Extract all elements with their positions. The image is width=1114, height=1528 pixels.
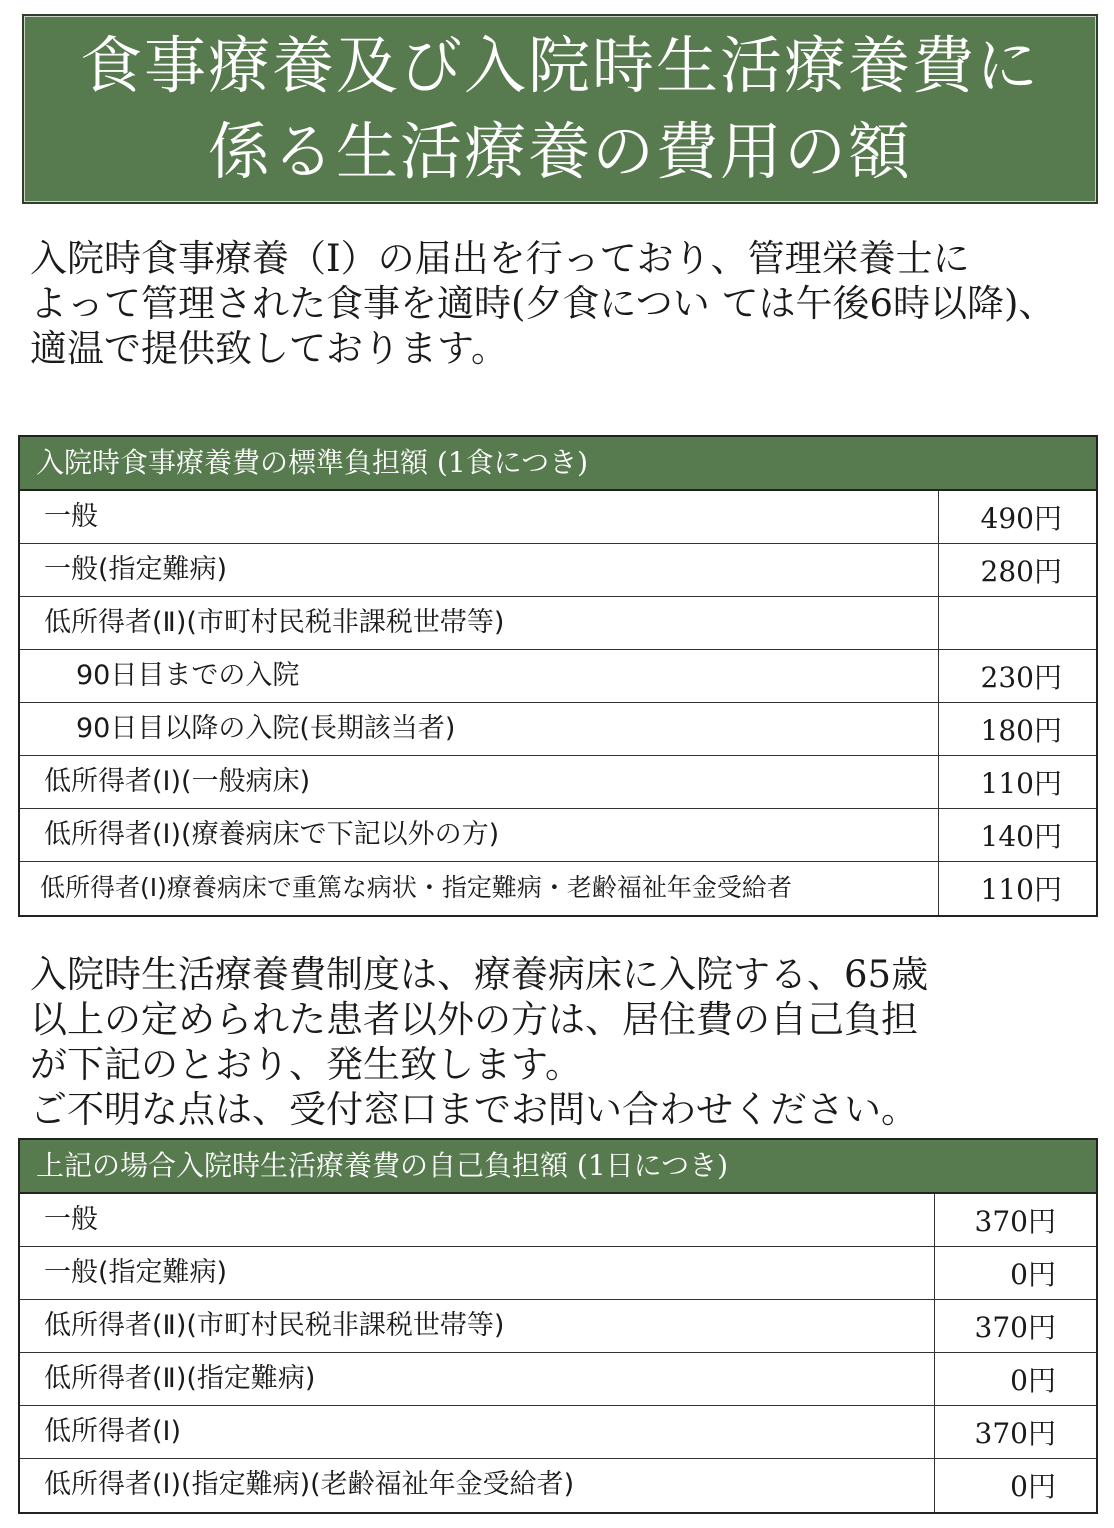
table-row <box>20 1300 1096 1353</box>
row-label: 低所得者(Ⅰ)療養病床で重篤な病状・指定難病・老齢福祉年金受給者 <box>40 873 792 902</box>
table-row <box>20 544 1096 597</box>
row-label: 低所得者(Ⅱ)(市町村民税非課税世帯等) <box>44 607 505 638</box>
row-label: 一般(指定難病) <box>44 554 228 585</box>
row-label: 低所得者(Ⅰ)(指定難病)(老齢福祉年金受給者) <box>44 1469 575 1500</box>
table-row <box>20 1459 1096 1512</box>
title-line-1: 食事療養及び入院時生活療養費に <box>79 29 1040 102</box>
intro-line: 適温で提供致しております。 <box>30 327 509 370</box>
row-label: 一般(指定難病) <box>44 1257 228 1288</box>
row-value: 140円 <box>938 809 1096 861</box>
row-value <box>938 597 1096 649</box>
row-value: 230円 <box>938 650 1096 702</box>
living-cost-table-header: 上記の場合入院時生活療養費の自己負担額 (1日につき) <box>20 1140 1096 1194</box>
title-banner <box>22 14 1098 204</box>
row-label: 90日目までの入院 <box>76 660 300 691</box>
table-row <box>20 862 1096 915</box>
row-label: 低所得者(Ⅰ) <box>44 1416 182 1447</box>
row-value: 110円 <box>938 862 1096 915</box>
paragraph-line: ご不明な点は、受付窓口までお問い合わせください。 <box>30 1088 918 1131</box>
table-row <box>20 650 1096 703</box>
row-value: 370円 <box>934 1406 1096 1458</box>
intro-line: よって管理された食事を適時(夕食につい ては午後6時以降)、 <box>30 282 1056 325</box>
living-cost-table <box>18 1138 1098 1514</box>
row-label: 一般 <box>44 1204 98 1235</box>
row-label: 低所得者(Ⅱ)(指定難病) <box>44 1363 316 1394</box>
row-value: 280円 <box>938 544 1096 596</box>
table-row <box>20 1406 1096 1459</box>
row-label: 低所得者(Ⅱ)(市町村民税非課税世帯等) <box>44 1310 505 1341</box>
table-row <box>20 1194 1096 1247</box>
row-label: 一般 <box>44 501 98 532</box>
row-label: 90日目以降の入院(長期該当者) <box>76 713 456 744</box>
table-row <box>20 703 1096 756</box>
living-cost-paragraph <box>30 952 928 1132</box>
paragraph-line: が下記のとおり、発生致します。 <box>30 1043 583 1086</box>
meal-cost-table-header: 入院時食事療養費の標準負担額 (1食につき) <box>20 437 1096 491</box>
table-row <box>20 1353 1096 1406</box>
row-value: 0円 <box>934 1353 1096 1405</box>
meal-cost-table <box>18 435 1098 917</box>
row-value: 180円 <box>938 703 1096 755</box>
paragraph-line: 以上の定められた患者以外の方は、居住費の自己負担 <box>30 998 918 1041</box>
row-label: 低所得者(Ⅰ)(療養病床で下記以外の方) <box>44 819 500 850</box>
row-value: 370円 <box>934 1300 1096 1352</box>
row-value: 0円 <box>934 1247 1096 1299</box>
title-line-2: 係る生活療養の費用の額 <box>207 115 912 188</box>
table-row <box>20 1247 1096 1300</box>
table-row <box>20 491 1096 544</box>
row-value: 490円 <box>938 491 1096 543</box>
table-row <box>20 597 1096 650</box>
table-row <box>20 756 1096 809</box>
row-value: 110円 <box>938 756 1096 808</box>
paragraph-line: 入院時生活療養費制度は、療養病床に入院する、65歳 <box>30 953 929 996</box>
table-row <box>20 809 1096 862</box>
row-value: 370円 <box>934 1194 1096 1246</box>
intro-line: 入院時食事療養（Ⅰ）の届出を行っており、管理栄養士に <box>30 237 970 280</box>
intro-paragraph <box>30 236 1055 371</box>
row-value: 0円 <box>934 1459 1096 1512</box>
row-label: 低所得者(Ⅰ)(一般病床) <box>44 766 311 797</box>
